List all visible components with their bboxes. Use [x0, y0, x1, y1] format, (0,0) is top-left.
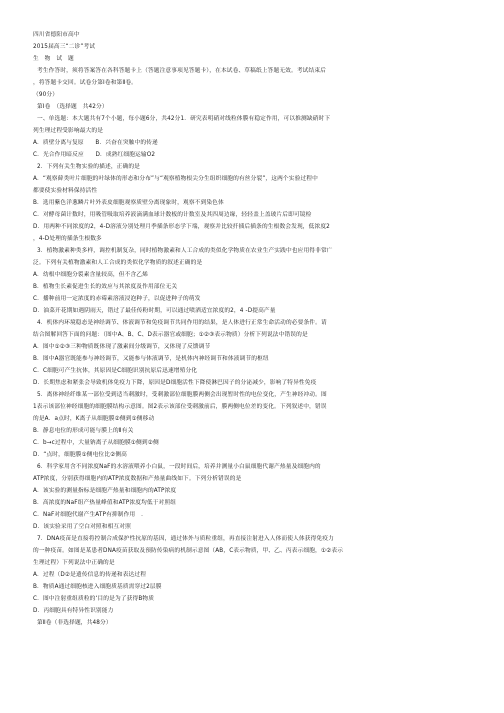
answer-option: A．幼根中细胞分裂素含量较高，但不含乙烯	[33, 272, 148, 278]
school-name: 四川省德阳市高中	[33, 32, 80, 38]
instructions-line: ，将答题卡交回。试卷分第Ⅰ卷和第Ⅱ卷。	[33, 80, 138, 86]
answer-option: A．质壁分离与复原 B．兴奋在突触中的传递	[33, 140, 158, 146]
question-text: 6．科学家用含不同浓度NaF的水溶液喂养小白鼠，一段时间后，培养并测量小白鼠细胞代谢产热量及细胞内的	[37, 464, 321, 470]
question-text: 4．机体内环境稳态是神经调节、体液调节和免疫调节共同作用的结果，是人体进行正常生命活动的必要条件。请	[37, 320, 327, 326]
question-text: 5．离体神经纤维某一部位受到适当刺激时，受刺激部位细胞膜两侧会出现暂时性的电位变化，产生神经冲动。图	[37, 392, 327, 398]
answer-option: D．该实验采用了空白对照和相互对照	[33, 524, 131, 530]
answer-option: B．选用紫色洋葱鳞片叶外表皮细胞观察质壁分离现象时，观察不到染色体	[33, 200, 224, 206]
answer-option: B．植物生长素促进生长的效应与其浓度及作用部位无关	[33, 284, 178, 290]
answer-option: C．对酵母菌计数时，用吸管吸取培养液滴满血球计数板的计数室及其四周边缘，轻轻盖上盖玻片后即可镜检	[33, 212, 312, 218]
part2-title: 第Ⅱ卷（非选择题，共48分）	[37, 620, 112, 626]
instructions-line: 考生作答时，须将答案答在各科答题卡上（答题注意事项见答题卡），在本试卷、草稿纸上答题无效。考试结束后	[37, 68, 327, 74]
answer-option: 都要使实验材料保持活性	[33, 188, 98, 194]
answer-option: A．图中①②③三种物质既体现了激素间分级调节，又体现了反馈调节	[33, 344, 211, 350]
answer-option: B．物质A通过细胞核进入细胞质基质需穿过2层膜	[33, 584, 162, 590]
question-text: ATP浓度，分别获得细胞内的ATP浓度数据和产热量曲线如下。下列分析错误的是	[33, 476, 242, 482]
question-text: 列生理过程受影响最大的是	[33, 128, 104, 134]
subject-title: 生 物 试 题	[33, 56, 74, 62]
answer-option: A．过程（D②是遗传信息的传递和表达过程	[33, 572, 147, 578]
answer-option: D．长期焦虑和紧张会导致机体免疫力下降，原因是D细胞活性下降使淋巴因子的分泌减少，影响了特异性免疫	[33, 380, 317, 386]
answer-option: D．“点时，细胞膜①侧电位比②侧高	[33, 452, 128, 458]
answer-option: D．丙细胞具有特异性识别能力	[33, 608, 114, 614]
exam-title: 2015届高三“二诊”考试	[33, 44, 96, 50]
part1-title: 第Ⅰ卷 （选择题 共42分）	[37, 104, 108, 110]
answer-option: D．用两种不同浓度的2，4-D溶液分别处理月季插条形态学下端，观察并比较扦插后插条的生根数会发现，低浓度2	[33, 224, 330, 230]
answer-option: B．图中A器官既能参与神经调节，又能参与体液调节，是机体内神经调节和体液调节的枢纽	[33, 356, 269, 362]
answer-option: C．C细胞可产生抗体，其原因是C细胞识别抗原后迅速增殖分化	[33, 368, 198, 374]
question-text: 1表示该部位神经细胞的细胞膜结构示意图。图2表示该部位受刺激前后，膜两侧电位差的变化。下列叙述中，错误	[33, 404, 327, 410]
question-text: 3．植物激素种类多样，调控机制复杂，同时植物激素和人工合成的类似化学物质在农业生产实践中也应用得非常广	[37, 248, 333, 254]
answer-option: C．光合作用暗反应 D．成熟红细胞运输O2	[33, 152, 156, 158]
score-note: （90分）	[33, 92, 59, 98]
question-text: 的一种疫苗。如图是某患者DNA疫苗获取及预防传染病的机制示意图（AB，C表示物质，甲、乙、丙表示细胞，①②表示	[33, 548, 344, 554]
answer-option: ，4-D处理的插条生根数多	[33, 236, 102, 242]
answer-option: C．播种前用一定浓度的赤霉素溶液浸泡种子，以促进种子的萌发	[33, 296, 201, 302]
answer-option: 的是A．a点时，K离子从细胞膜②侧到①侧移动	[33, 416, 155, 422]
answer-option: A．该实验的测量指标是细胞产热量和细胞内的ATP浓度	[33, 488, 177, 494]
answer-option: D．油菜开花期如遇阴雨天，错过了最佳传粉时期，可以通过喷洒适宜浓度的2，4 -D提高产量	[33, 308, 276, 314]
question-text: 一、单选题：本大题共有7个小题，每小题6分，共42分1．研究表明硝对线粒体膜有稳定作用，可以推测缺硝时下	[37, 116, 331, 122]
answer-option: B．高浓度的NaF组产热量峰值和ATP浓度均低于对照组	[33, 500, 177, 506]
answer-option: C．b→c过程中，大量钠离子从细胞膜①侧到②侧	[33, 440, 159, 446]
answer-option: B．静息电位的形成可能与膜上的Ⅱ有关	[33, 428, 134, 434]
answer-option: A．“观察藓类叶片细胞的叶绿体的形态和分布”与“观察植物根尖分生组织细胞的有丝分裂”，这两个实验过程中	[33, 176, 318, 182]
question-text: 泛。下列有关植物激素和人工合成的类似化学物质的叙述正确的是	[33, 260, 203, 266]
question-text: 生理过程）下列说法中正确的是	[33, 560, 115, 566]
question-text: 2．下列有关生物实验的描述，正确的是	[37, 164, 141, 170]
answer-option: C．NaF对细胞代谢产生ATP有抑制作用 ．	[33, 512, 147, 518]
question-text: 结合图解回答下面的问题：（图中A、B、C、D表示器官或细胞；①②③表示物质）分析下列说法中错误的是	[33, 332, 308, 338]
answer-option: C．图中注射重组质粒的‘目的是为了获得B物质	[33, 596, 155, 602]
question-text: 7．DNA疫苗是直接将控制合成保护性抗原的基因，通过体外与质粒重组，再直接注射进入人体而使人体获得免疫力	[37, 536, 334, 542]
